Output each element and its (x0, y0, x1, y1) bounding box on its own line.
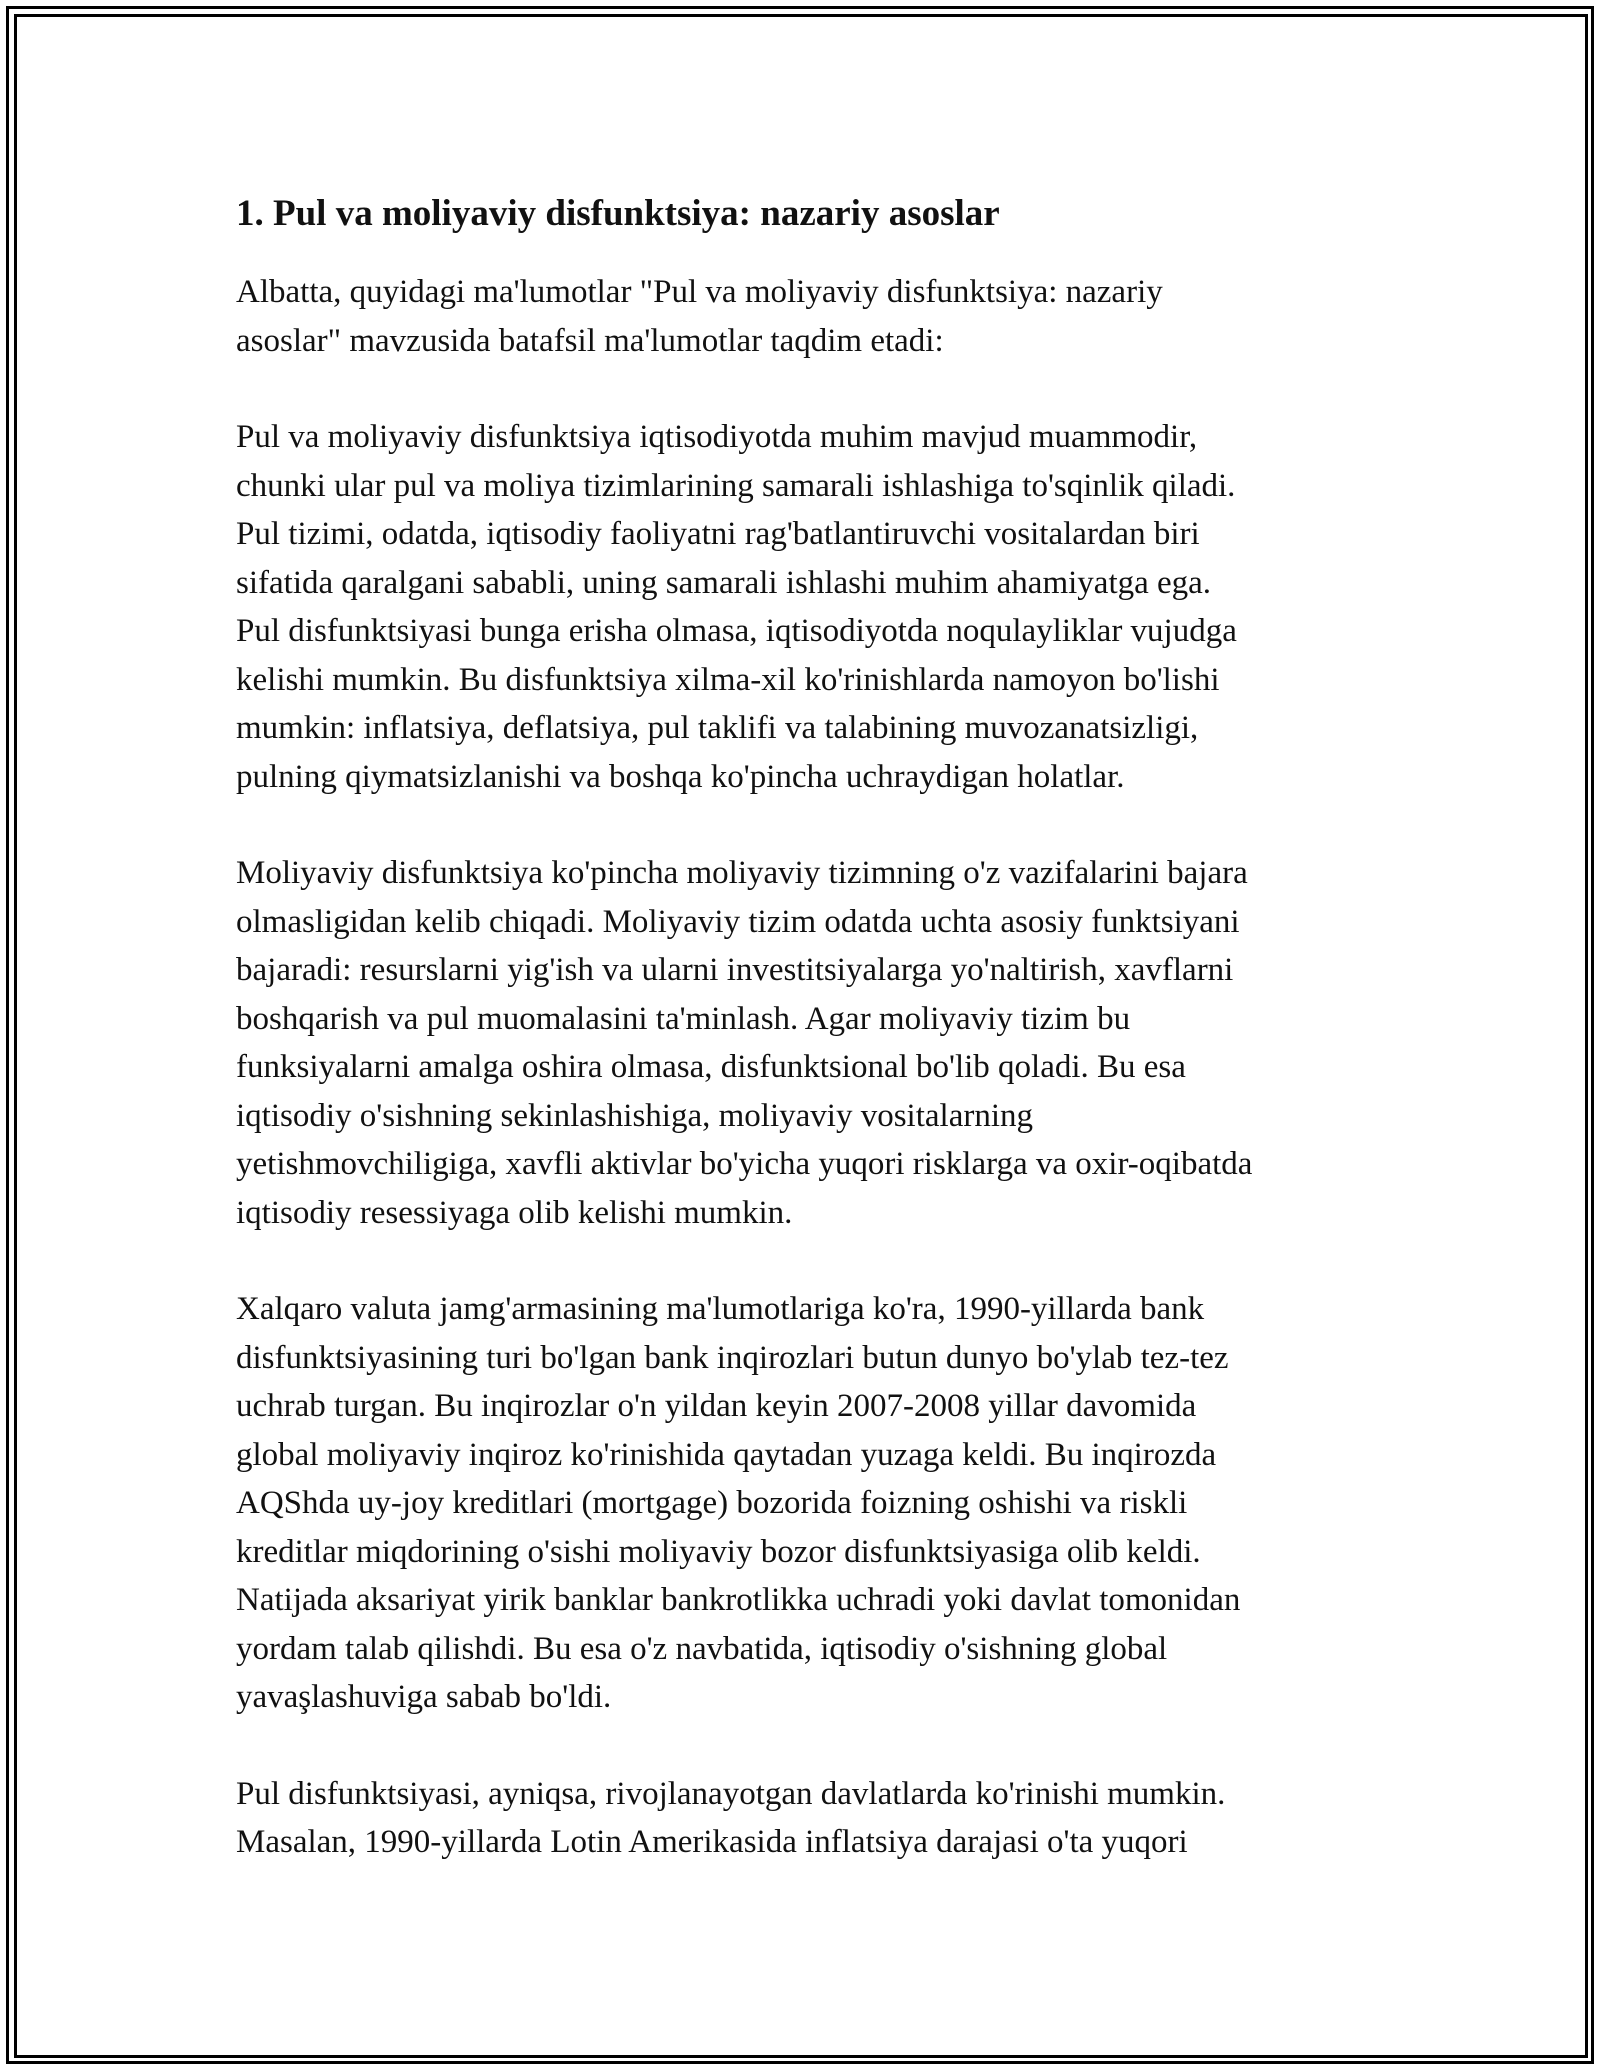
paragraph-financial-dysfunction: Moliyaviy disfunktsiya ko'pincha moliyaviy tizimning o'z vazifalarini bajara olmasligidan kelib chiqadi. Moliyaviy tizim odatda uchta asosiy funktsiyani bajaradi: resurslarni yig'ish va ularni investitsiyalarga yo'naltirish, xavflarni boshqarish va pul muomalasini ta'minlash. Agar moliyaviy tizim bu funksiyalarni amalga oshira olmasa, disfunktsional bo'lib qoladi. Bu esa iqtisodiy o'sishning sekinlashishiga, moliyaviy vositalarning yetishmovchiligiga, xavfli aktivlar bo'yicha yuqori risklarga va oxir-oqibatda iqtisodiy resessiyaga olib kelishi mumkin. (236, 855, 1253, 1231)
paragraph-developing-countries: Pul disfunktsiyasi, ayniqsa, rivojlanayotgan davlatlarda ko'rinishi mumkin. Masalan, 1990-yillarda Lotin Amerikasida inflatsiya darajasi o'ta yuqori (236, 1775, 1226, 1860)
paragraph-money-dysfunction: Pul va moliyaviy disfunktsiya iqtisodiyotda muhim mavjud muammodir, chunki ular pul va moliya tizimlarining samarali ishlashiga to'sqinlik qiladi. Pul tizimi, odatda, iqtisodiy faoliyatni rag'batlantiruvchi vositalardan biri sifatida qaralgani sababli, uning samarali ishlashi muhim ahamiyatga ega. Pul disfunktsiyasi bunga erisha olmasa, iqtisodiyotda noqulayliklar vujudga kelishi mumkin. Bu disfunktsiya xilma-xil ko'rinishlarda namoyon bo'lishi mumkin: inflatsiya, deflatsiya, pul taklifi va talabining muvozanatsizligi, pulning qiymatsizlanishi va boshqa ko'pincha uchraydigan holatlar. (236, 419, 1237, 795)
section-heading: 1. Pul va moliyaviy disfunktsiya: nazariy asoslar (236, 193, 1000, 234)
paragraph-intro: Albatta, quyidagi ma'lumotlar "Pul va moliyaviy disfunktsiya: nazariy asoslar" mavzusida batafsil ma'lumotlar taqdim etadi: (236, 274, 1163, 359)
paragraph-imf-banking-crises: Xalqaro valuta jamg'armasining ma'lumotlariga ko'ra, 1990-yillarda bank disfunktsiyasining turi bo'lgan bank inqirozlari butun dunyo bo'ylab tez-tez uchrab turgan. Bu inqirozlar o'n yildan keyin 2007-2008 yillar davomida global moliyaviy inqiroz ko'rinishida qaytadan yuzaga keldi. Bu inqirozda AQShda uy-joy kreditlari (mortgage) bozorida foizning oshishi va riskli kreditlar miqdorining o'sishi moliyaviy bozor disfunktsiyasiga olib keldi. Natijada aksariyat yirik banklar bankrotlikka uchradi yoki davlat tomonidan yordam talab qilishdi. Bu esa o'z navbatida, iqtisodiy o'sishning global yavaşlashuviga sabab bo'ldi. (236, 1291, 1241, 1715)
document-body (236, 184, 1370, 1915)
